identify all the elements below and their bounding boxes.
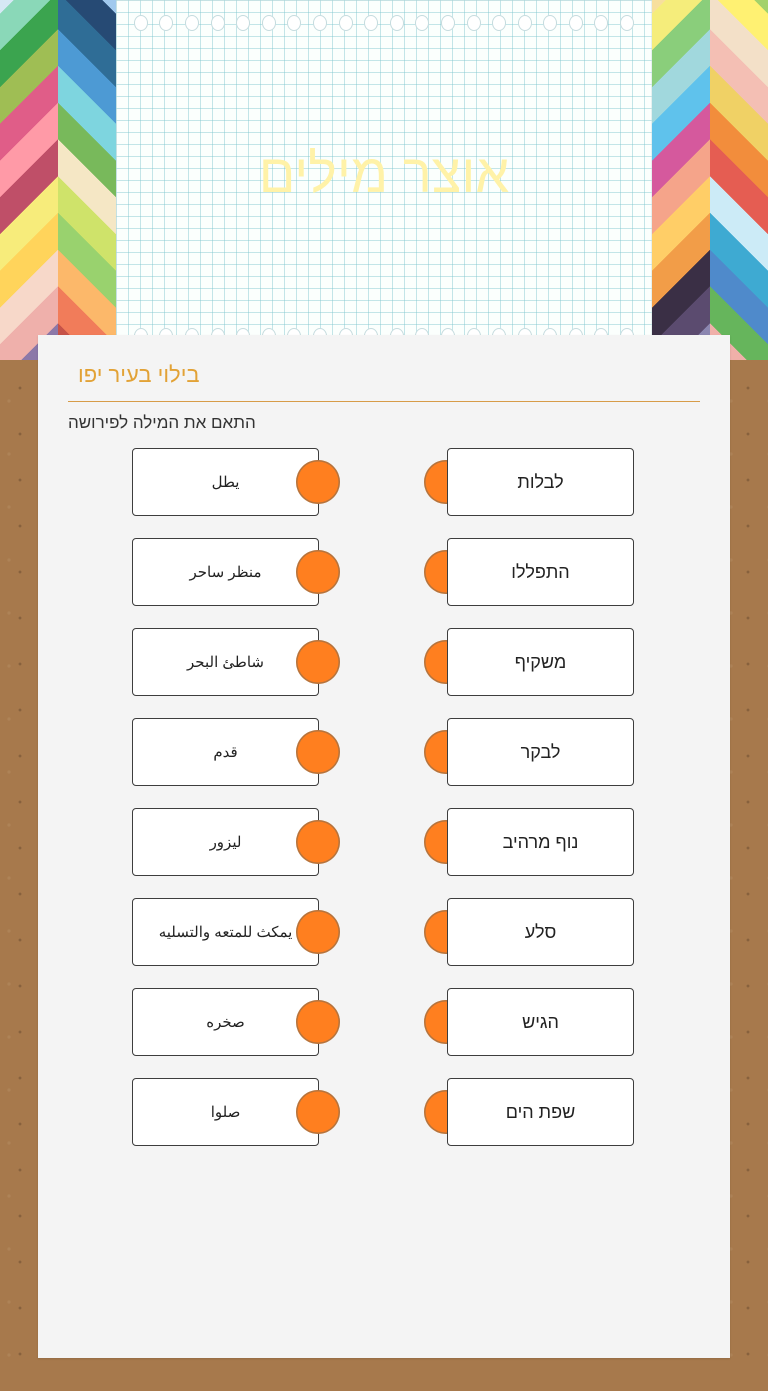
binder-hole <box>185 15 199 31</box>
match-row <box>132 808 636 878</box>
match-row <box>132 628 636 698</box>
definition-card <box>132 628 319 696</box>
binder-hole <box>543 15 557 31</box>
definition-match-handle[interactable] <box>296 1090 340 1134</box>
word-card <box>447 898 634 966</box>
page-title: אוצר מילים <box>258 144 510 204</box>
word-text: סלע <box>524 921 557 942</box>
definition-match-handle[interactable] <box>296 460 340 504</box>
word-card <box>447 448 634 516</box>
definition-card <box>132 808 319 876</box>
definition-match-handle[interactable] <box>296 910 340 954</box>
instructions-text: התאם את המילה לפירושה <box>68 413 256 432</box>
definition-text: قدم <box>213 744 238 761</box>
definition-match-handle[interactable] <box>296 1000 340 1044</box>
match-row <box>132 1078 636 1148</box>
binder-hole <box>287 15 301 31</box>
match-row <box>132 988 636 1058</box>
binder-hole <box>364 15 378 31</box>
match-row <box>132 898 636 968</box>
word-text: משקיף <box>514 651 567 672</box>
definition-card <box>132 718 319 786</box>
word-card <box>447 988 634 1056</box>
binder-hole <box>236 15 250 31</box>
word-card <box>447 1078 634 1146</box>
definition-text: منظر ساحر <box>189 564 262 581</box>
matching-activity-panel <box>38 335 730 1358</box>
definition-text: ليزور <box>209 834 242 851</box>
top-binder-holes <box>116 12 652 34</box>
word-text: התפללו <box>511 561 570 582</box>
binder-hole <box>620 15 634 31</box>
definition-match-handle[interactable] <box>296 730 340 774</box>
definition-card <box>132 988 319 1056</box>
binder-hole <box>262 15 276 31</box>
binder-hole <box>518 15 532 31</box>
binder-hole <box>339 15 353 31</box>
binder-hole <box>415 15 429 31</box>
title-divider <box>68 401 700 402</box>
binder-hole <box>313 15 327 31</box>
binder-hole <box>441 15 455 31</box>
definition-card <box>132 448 319 516</box>
definition-text: صلوا <box>210 1104 241 1121</box>
word-text: שפת הים <box>505 1101 576 1122</box>
word-text: הגיש <box>522 1011 559 1032</box>
definition-text: صخره <box>206 1014 245 1031</box>
definition-card <box>132 538 319 606</box>
definition-card <box>132 1078 319 1146</box>
binder-hole <box>492 15 506 31</box>
binder-hole <box>159 15 173 31</box>
word-text: נוף מרהיב <box>502 831 579 852</box>
binder-hole <box>569 15 583 31</box>
binder-hole <box>594 15 608 31</box>
word-card <box>447 808 634 876</box>
word-card <box>447 538 634 606</box>
match-row <box>132 718 636 788</box>
match-row <box>132 538 636 608</box>
definition-card <box>132 898 319 966</box>
definition-text: يمكث للمتعه والتسليه <box>158 924 293 941</box>
binder-hole <box>211 15 225 31</box>
definition-text: يطل <box>211 474 240 491</box>
word-card <box>447 718 634 786</box>
word-text: לבלות <box>517 471 564 492</box>
binder-hole <box>134 15 148 31</box>
word-card <box>447 628 634 696</box>
definition-match-handle[interactable] <box>296 820 340 864</box>
definition-match-handle[interactable] <box>296 550 340 594</box>
word-text: לבקר <box>520 741 561 762</box>
binder-hole <box>467 15 481 31</box>
definition-match-handle[interactable] <box>296 640 340 684</box>
match-row <box>132 448 636 518</box>
binder-hole <box>390 15 404 31</box>
activity-title: בילוי בעיר יפו <box>78 362 200 387</box>
definition-text: شاطئ البحر <box>187 654 264 671</box>
